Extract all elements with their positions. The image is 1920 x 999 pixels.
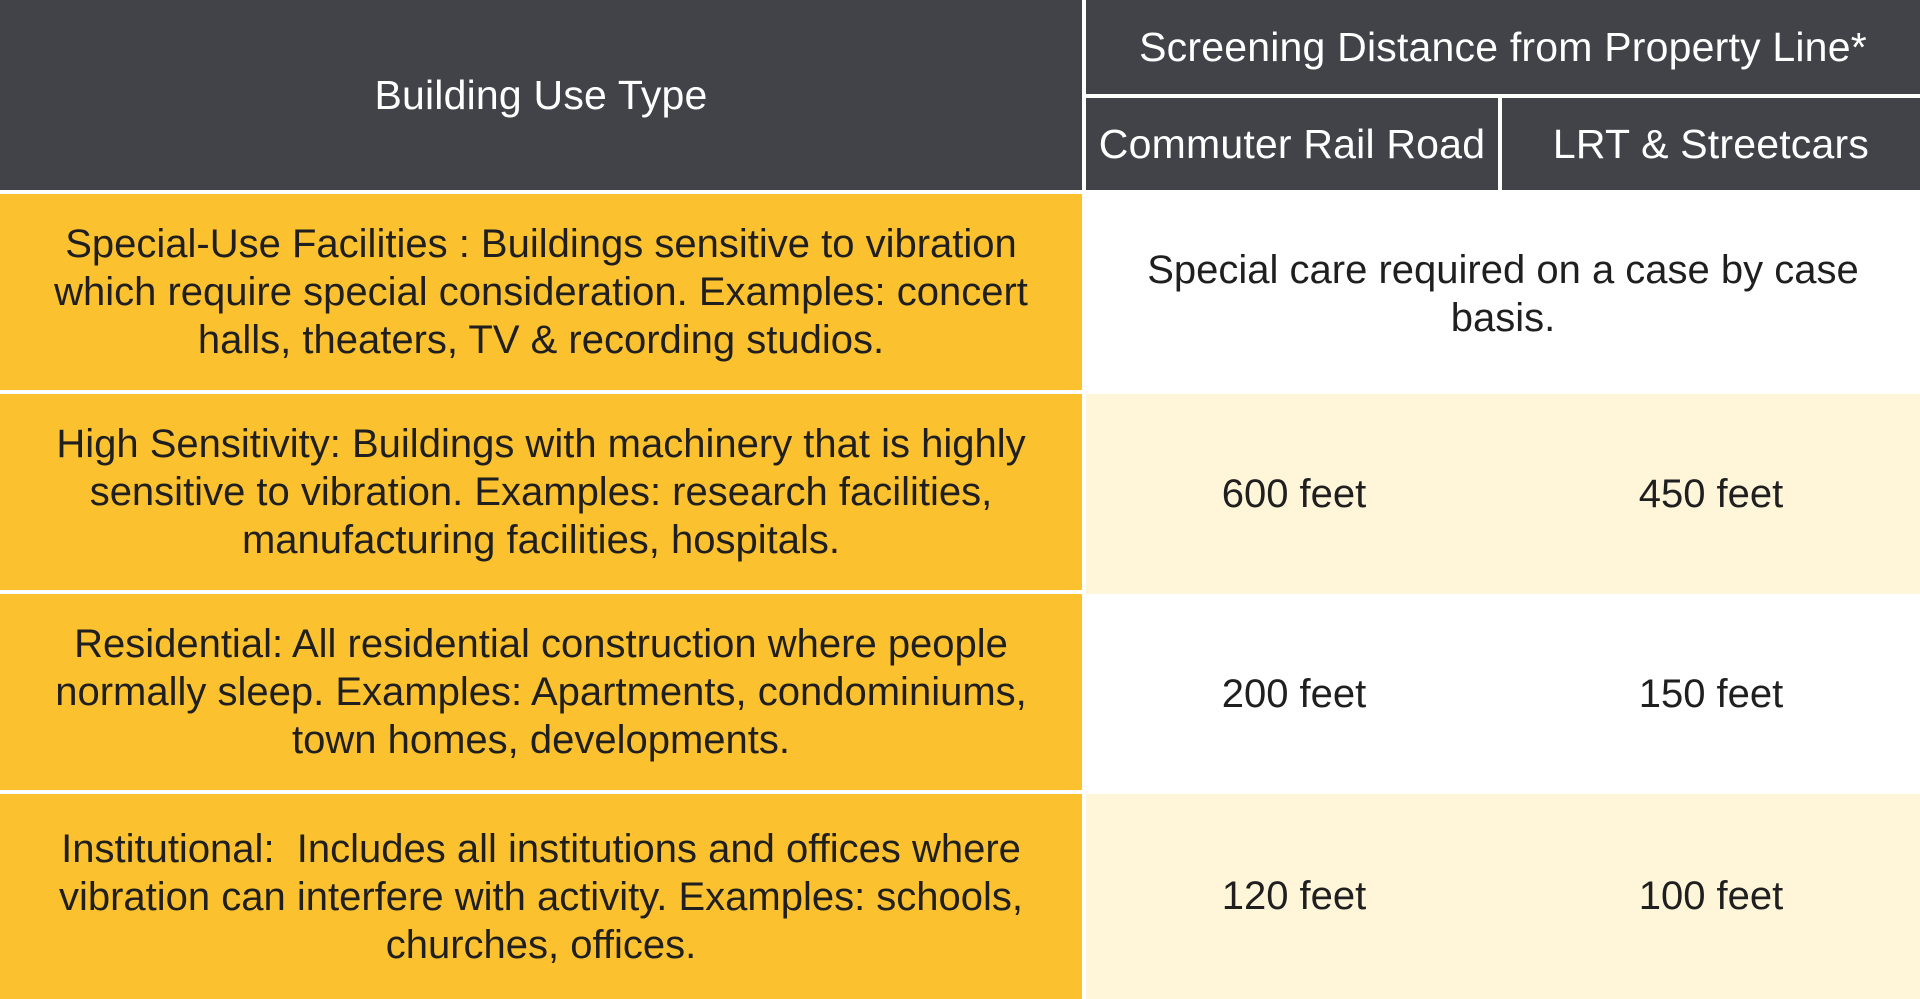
row-high-sensitivity-commuter: 600 feet <box>1086 394 1502 594</box>
row-residential-lrt: 150 feet <box>1502 594 1920 794</box>
row-institutional-commuter: 120 feet <box>1086 794 1502 999</box>
row-high-sensitivity-lrt: 450 feet <box>1502 394 1920 594</box>
row-institutional-description: Institutional: Includes all institutions and offices where vibration can interfere with activity. Examples: schools, churches, offices. <box>0 794 1086 999</box>
row-high-sensitivity-description: High Sensitivity: Buildings with machinery that is highly sensitive to vibration. Examples: research facilities, manufacturing facilities, hospitals. <box>0 394 1086 594</box>
header-screening-distance: Screening Distance from Property Line* <box>1086 0 1920 98</box>
header-commuter-rail-road: Commuter Rail Road <box>1086 98 1502 194</box>
row-special-use-note: Special care required on a case by case basis. <box>1086 194 1920 394</box>
row-residential-description: Residential: All residential construction where people normally sleep. Examples: Apartments, condominiums, town homes, developments. <box>0 594 1086 794</box>
row-special-use-description: Special-Use Facilities : Buildings sensitive to vibration which require special consideration. Examples: concert halls, theaters, TV & recording studios. <box>0 194 1086 394</box>
header-building-use-type: Building Use Type <box>0 0 1086 194</box>
row-institutional-lrt: 100 feet <box>1502 794 1920 999</box>
row-residential-commuter: 200 feet <box>1086 594 1502 794</box>
header-lrt-streetcars: LRT & Streetcars <box>1502 98 1920 194</box>
